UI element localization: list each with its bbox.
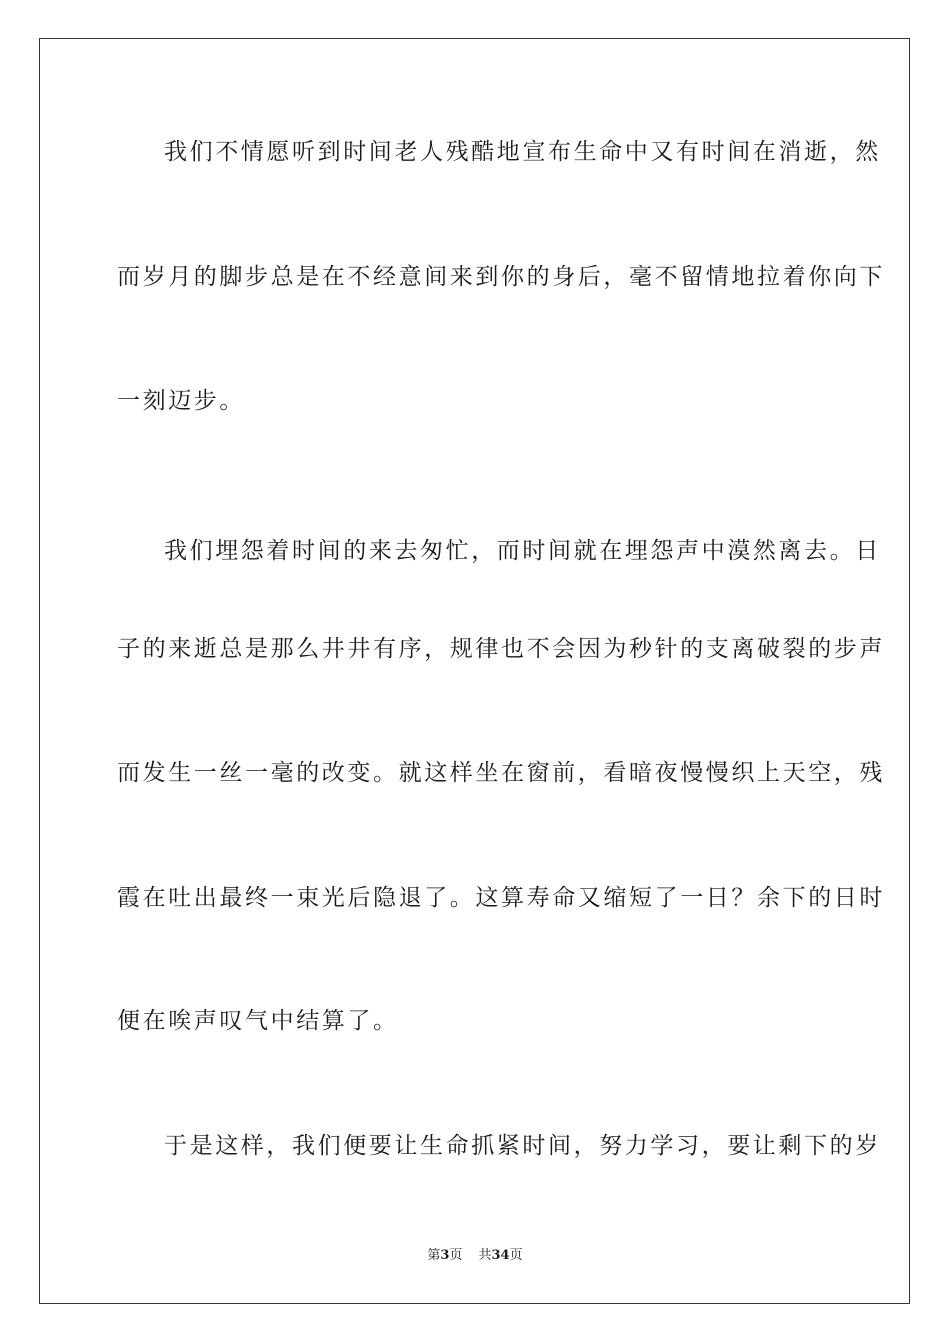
page-label-suffix: 页 xyxy=(449,1248,463,1263)
paragraph-1-line-1: 我们不情愿听到时间老人残酷地宣布生命中又有时间在消逝，然 xyxy=(164,139,881,165)
paragraph-2-line-1: 我们埋怨着时间的来去匆忙，而时间就在埋怨声中漠然离去。日 xyxy=(164,538,881,564)
total-page-count: 34 xyxy=(491,1248,510,1263)
page-footer xyxy=(0,1248,950,1264)
current-page-number: 3 xyxy=(440,1248,450,1263)
page-border xyxy=(39,38,910,1304)
total-label-prefix: 共 xyxy=(478,1248,492,1263)
paragraph-2-line-2: 子的来逝总是那么井井有序，规律也不会因为秒针的支离破裂的步声 xyxy=(117,636,885,662)
paragraph-2-line-4: 霞在吐出最终一束光后隐退了。这算寿命又缩短了一日？余下的日时 xyxy=(117,885,885,911)
paragraph-3-line-1: 于是这样，我们便要让生命抓紧时间，努力学习，要让剩下的岁 xyxy=(164,1133,881,1159)
paragraph-2-line-3: 而发生一丝一毫的改变。就这样坐在窗前，看暗夜慢慢织上天空，残 xyxy=(117,760,885,786)
total-label-suffix: 页 xyxy=(509,1248,523,1263)
paragraph-1-line-3: 一刻迈步。 xyxy=(117,388,245,414)
page-label-prefix: 第 xyxy=(427,1248,441,1263)
paragraph-1-line-2: 而岁月的脚步总是在不经意间来到你的身后，毫不留情地拉着你向下 xyxy=(117,264,885,290)
paragraph-2-line-5: 便在唉声叹气中结算了。 xyxy=(117,1008,399,1034)
